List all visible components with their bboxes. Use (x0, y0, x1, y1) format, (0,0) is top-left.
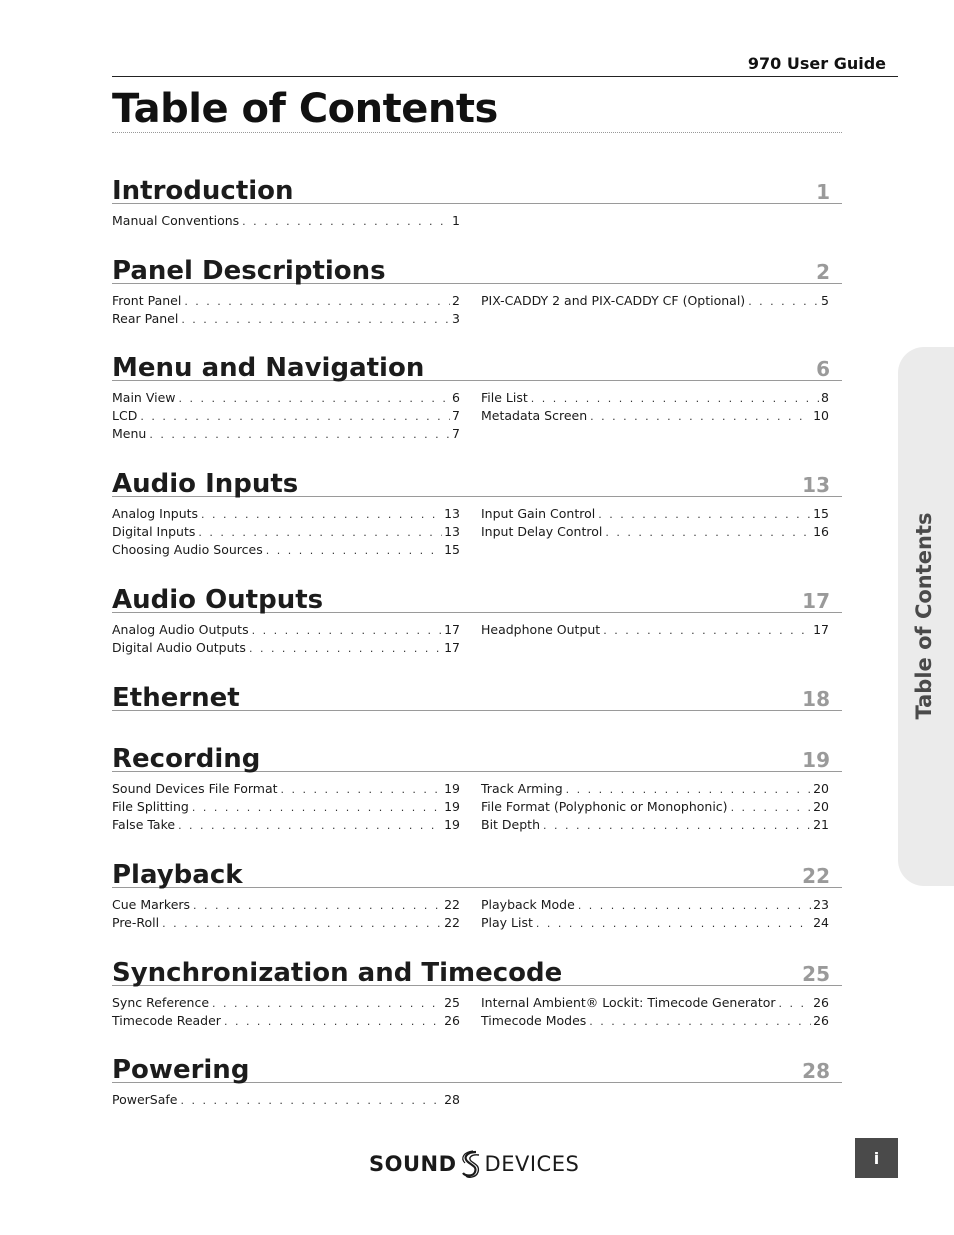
entry-label: Sound Devices File Format (112, 781, 278, 796)
toc-entry-bit-depth[interactable] (481, 817, 829, 835)
entries-column-left (112, 897, 460, 933)
title-rule (112, 132, 842, 133)
dot-leader (224, 1015, 442, 1028)
entry-page-number: 19 (444, 817, 460, 832)
entry-page-number: 3 (452, 311, 460, 326)
dot-leader (590, 410, 811, 423)
entries-column-right (481, 995, 829, 1031)
entry-page-number: 28 (444, 1092, 460, 1107)
entry-label: File List (481, 390, 528, 405)
section-entries (112, 995, 842, 1055)
entry-page-number: 15 (813, 506, 829, 521)
section-title[interactable]: Powering (112, 1055, 250, 1085)
dot-leader (181, 313, 450, 326)
entry-label: Manual Conventions (112, 213, 240, 228)
section-heading (112, 856, 842, 888)
entry-page-number: 2 (452, 293, 460, 308)
entries-column-right (481, 293, 829, 311)
entry-label: Headphone Output (481, 622, 601, 637)
dot-leader (543, 819, 811, 832)
toc-section-playback (112, 856, 842, 957)
section-page-number: 28 (802, 1059, 830, 1083)
section-title[interactable]: Audio Outputs (112, 585, 324, 615)
section-title[interactable]: Playback (112, 860, 243, 890)
toc-entry-front-panel[interactable] (112, 293, 460, 311)
entry-page-number: 17 (444, 640, 460, 655)
entry-page-number: 24 (813, 915, 829, 930)
entry-page-number: 26 (813, 1013, 829, 1028)
entries-column-left (112, 995, 460, 1031)
toc-entry-pre-roll[interactable] (112, 915, 460, 933)
entries-column-left (112, 1092, 460, 1110)
toc-entry-analog-audio-outputs[interactable] (112, 622, 460, 640)
section-heading (112, 465, 842, 497)
dot-leader (192, 801, 442, 814)
section-page-number: 1 (816, 180, 830, 204)
toc-entry-input-gain-control[interactable] (481, 506, 829, 524)
toc-entry-digital-inputs[interactable] (112, 524, 460, 542)
dot-leader (589, 1015, 811, 1028)
toc-entry-pix-caddy-2-and-pix-caddy-cf-optional[interactable] (481, 293, 829, 311)
entries-column-right (481, 622, 829, 640)
entry-page-number: 26 (813, 995, 829, 1010)
section-title[interactable]: Audio Inputs (112, 469, 299, 499)
entry-label: Menu (112, 426, 147, 441)
entry-page-number: 10 (813, 408, 829, 423)
dot-leader (779, 997, 812, 1010)
toc-entry-sound-devices-file-format[interactable] (112, 781, 460, 799)
section-heading (112, 172, 842, 204)
toc-entry-input-delay-control[interactable] (481, 524, 829, 542)
entry-page-number: 13 (444, 524, 460, 539)
entries-column-left (112, 506, 460, 560)
section-page-number: 25 (802, 962, 830, 986)
dot-leader (603, 624, 811, 637)
entry-label: Timecode Reader (112, 1013, 221, 1028)
entry-page-number: 16 (813, 524, 829, 539)
entry-page-number: 17 (813, 622, 829, 637)
toc-entry-file-splitting[interactable] (112, 799, 460, 817)
entry-label: File Format (Polyphonic or Monophonic) (481, 799, 728, 814)
entry-label: Analog Audio Outputs (112, 622, 249, 637)
section-heading (112, 1051, 842, 1083)
toc-entry-playback-mode[interactable] (481, 897, 829, 915)
entry-page-number: 20 (813, 799, 829, 814)
dot-leader (531, 392, 819, 405)
dot-leader (731, 801, 812, 814)
entry-label: Metadata Screen (481, 408, 588, 423)
entry-page-number: 21 (813, 817, 829, 832)
dot-leader (242, 215, 450, 228)
toc-entry-cue-markers[interactable] (112, 897, 460, 915)
entry-label: Analog Inputs (112, 506, 199, 521)
entry-label: Input Gain Control (481, 506, 596, 521)
toc-entry-file-format-polyphonic-or-monophonic[interactable] (481, 799, 829, 817)
toc-section-menu-and-navigation (112, 349, 842, 450)
section-title[interactable]: Recording (112, 744, 261, 774)
section-heading (112, 679, 842, 711)
entry-page-number: 7 (452, 426, 460, 441)
entry-label: Front Panel (112, 293, 182, 308)
entry-page-number: 23 (813, 897, 829, 912)
dot-leader (748, 295, 819, 308)
toc-entry-lcd[interactable] (112, 408, 460, 426)
section-heading (112, 740, 842, 772)
entry-page-number: 22 (444, 915, 460, 930)
section-page-number: 18 (802, 687, 830, 711)
entry-page-number: 6 (452, 390, 460, 405)
entry-label: Sync Reference (112, 995, 210, 1010)
entry-label: Internal Ambient® Lockit: Timecode Generator (481, 995, 776, 1010)
toc-entry-manual-conventions[interactable] (112, 213, 460, 231)
entry-label: Track Arming (481, 781, 563, 796)
entry-label: Bit Depth (481, 817, 540, 832)
dot-leader (266, 544, 442, 557)
section-page-number: 19 (802, 748, 830, 772)
entry-label: Cue Markers (112, 897, 191, 912)
logo-sound-text: SOUND (369, 1152, 457, 1176)
entry-page-number: 19 (444, 799, 460, 814)
section-entries (112, 781, 842, 841)
toc-entry-powersafe[interactable] (112, 1092, 460, 1110)
toc-entry-internal-ambient-lockit-timecode-generator[interactable] (481, 995, 829, 1013)
toc-entry-metadata-screen[interactable] (481, 408, 829, 426)
toc-entry-false-take[interactable] (112, 817, 460, 835)
entries-column-left (112, 622, 460, 658)
dot-leader (198, 526, 442, 539)
dot-leader (162, 917, 442, 930)
dot-leader (180, 1094, 442, 1107)
entry-page-number: 7 (452, 408, 460, 423)
dot-leader (193, 899, 442, 912)
entry-label: Main View (112, 390, 176, 405)
toc-section-ethernet (112, 679, 842, 711)
entry-page-number: 8 (821, 390, 829, 405)
section-entries (112, 897, 842, 957)
entry-page-number: 15 (444, 542, 460, 557)
toc-section-audio-inputs (112, 465, 842, 566)
entry-page-number: 1 (452, 213, 460, 228)
entry-label: Timecode Modes (481, 1013, 587, 1028)
toc-entry-digital-audio-outputs[interactable] (112, 640, 460, 658)
section-page-number: 13 (802, 473, 830, 497)
entry-label: File Splitting (112, 799, 189, 814)
dot-leader (212, 997, 442, 1010)
entry-label: Digital Audio Outputs (112, 640, 246, 655)
entry-page-number: 19 (444, 781, 460, 796)
dot-leader (536, 917, 811, 930)
section-heading (112, 581, 842, 613)
section-page-number: 2 (816, 260, 830, 284)
entries-column-left (112, 293, 460, 329)
dot-leader (252, 624, 442, 637)
entry-page-number: 17 (444, 622, 460, 637)
entry-label: False Take (112, 817, 176, 832)
entries-column-left (112, 213, 460, 231)
toc-entry-menu[interactable] (112, 426, 460, 444)
toc-entry-headphone-output[interactable] (481, 622, 829, 640)
section-entries (112, 1092, 842, 1152)
section-page-number: 22 (802, 864, 830, 888)
toc-section-audio-outputs (112, 581, 842, 682)
toc-entry-sync-reference[interactable] (112, 995, 460, 1013)
entry-label: Play List (481, 915, 533, 930)
section-title[interactable]: Introduction (112, 176, 294, 206)
toc-entry-track-arming[interactable] (481, 781, 829, 799)
page-number-badge: i (855, 1138, 898, 1178)
section-title[interactable]: Ethernet (112, 683, 240, 713)
dot-leader (605, 526, 811, 539)
header-title: 970 User Guide (747, 54, 886, 73)
logo-devices-text: DEVICES (484, 1152, 580, 1176)
dot-leader (281, 783, 443, 796)
toc-entry-timecode-reader[interactable] (112, 1013, 460, 1031)
section-heading (112, 349, 842, 381)
entry-label: Digital Inputs (112, 524, 196, 539)
entries-column-right (481, 897, 829, 933)
entry-page-number: 20 (813, 781, 829, 796)
entries-column-right (481, 390, 829, 426)
entry-page-number: 13 (444, 506, 460, 521)
toc-entry-play-list[interactable] (481, 915, 829, 933)
dot-leader (178, 819, 442, 832)
section-heading (112, 954, 842, 986)
dot-leader (201, 508, 442, 521)
section-title[interactable]: Synchronization and Timecode (112, 958, 563, 988)
section-entries (112, 293, 842, 353)
entry-label: Input Delay Control (481, 524, 603, 539)
entry-page-number: 22 (444, 897, 460, 912)
sound-devices-swirl-icon (458, 1149, 484, 1179)
entries-column-left (112, 390, 460, 444)
dot-leader (149, 428, 450, 441)
entry-label: Choosing Audio Sources (112, 542, 263, 557)
entries-column-right (481, 781, 829, 835)
entry-page-number: 26 (444, 1013, 460, 1028)
dot-leader (178, 392, 450, 405)
section-entries (112, 622, 842, 682)
entry-label: Pre-Roll (112, 915, 160, 930)
entry-label: Playback Mode (481, 897, 575, 912)
entry-label: Rear Panel (112, 311, 179, 326)
entries-column-right (481, 506, 829, 542)
header-rule (112, 76, 898, 77)
entry-label: LCD (112, 408, 138, 423)
entry-label: PIX-CADDY 2 and PIX-CADDY CF (Optional) (481, 293, 746, 308)
dot-leader (249, 642, 442, 655)
entries-column-left (112, 781, 460, 835)
toc-entry-file-list[interactable] (481, 390, 829, 408)
page-title: Table of Contents (112, 86, 498, 132)
entry-page-number: 5 (821, 293, 829, 308)
dot-leader (578, 899, 811, 912)
sound-devices-logo (369, 1149, 579, 1179)
dot-leader (566, 783, 811, 796)
toc-entry-analog-inputs[interactable] (112, 506, 460, 524)
entry-page-number: 25 (444, 995, 460, 1010)
section-entries (112, 390, 842, 450)
section-page-number: 17 (802, 589, 830, 613)
section-heading (112, 252, 842, 284)
toc-entry-timecode-modes[interactable] (481, 1013, 829, 1031)
toc-section-panel-descriptions (112, 252, 842, 353)
toc-section-powering (112, 1051, 842, 1152)
side-tab-label: Table of Contents (912, 512, 936, 720)
section-entries (112, 506, 842, 566)
toc-entry-rear-panel[interactable] (112, 311, 460, 329)
dot-leader (598, 508, 811, 521)
toc-section-recording (112, 740, 842, 841)
section-title[interactable]: Menu and Navigation (112, 353, 425, 383)
toc-section-synchronization-and-timecode (112, 954, 842, 1055)
dot-leader (140, 410, 450, 423)
toc-entry-main-view[interactable] (112, 390, 460, 408)
section-title[interactable]: Panel Descriptions (112, 256, 386, 286)
section-page-number: 6 (816, 357, 830, 381)
dot-leader (184, 295, 450, 308)
toc-entry-choosing-audio-sources[interactable] (112, 542, 460, 560)
entry-label: PowerSafe (112, 1092, 178, 1107)
